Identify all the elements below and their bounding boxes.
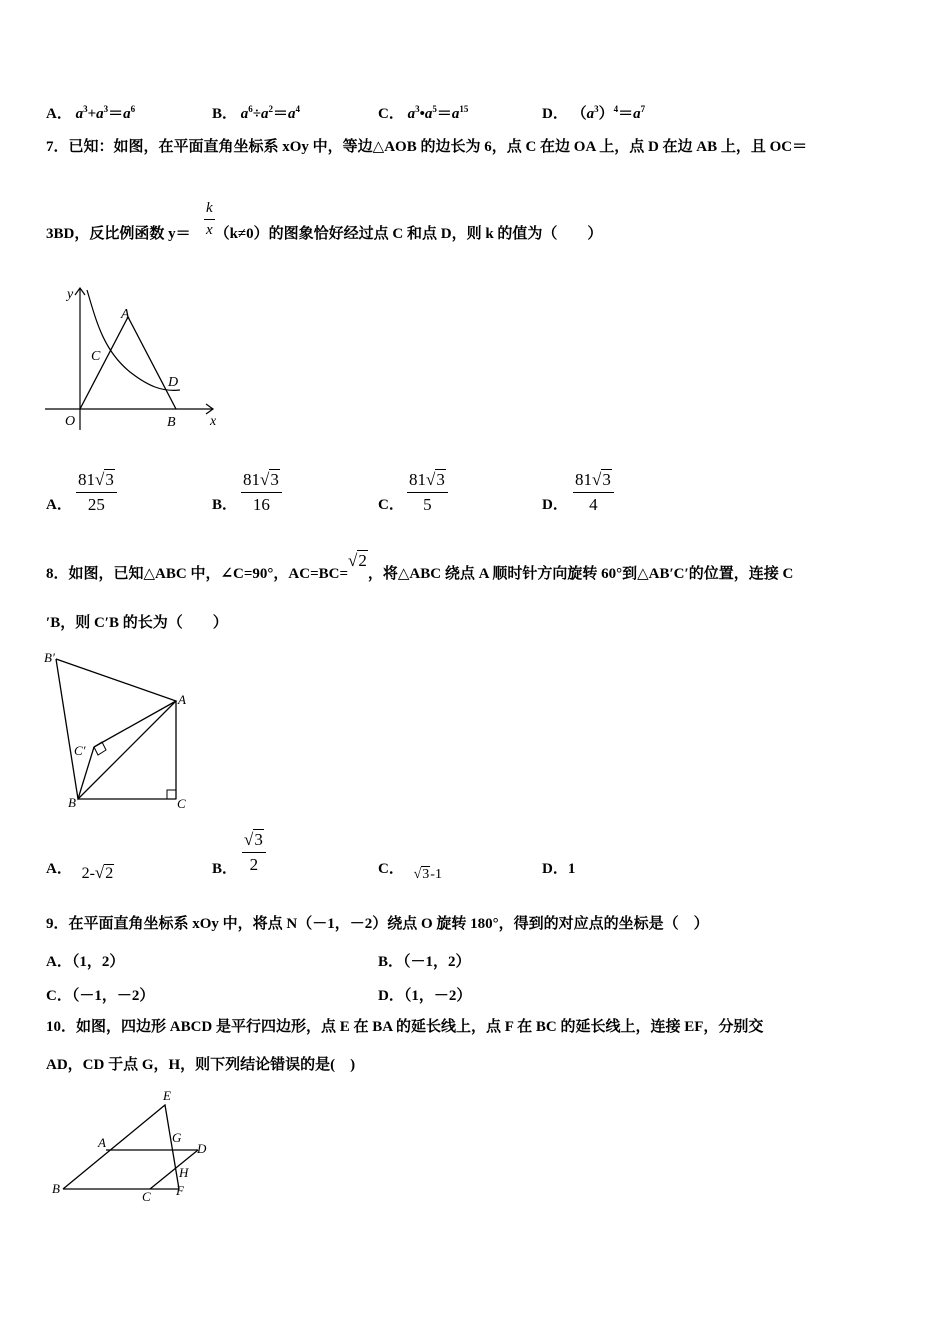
label-y: y (67, 287, 74, 302)
label-C: C (177, 796, 186, 811)
q7-option-a: A． (46, 497, 72, 513)
label-E: E (163, 1088, 171, 1103)
q6-option-c: C． $a^3•a^5=a^{15}$ (378, 104, 469, 122)
q9-stem: 9．在平面直角坐标系 xOy 中，将点 N（－1，－2）绕点 O 旋转 180°，得到的对应点的坐标是（ ） (46, 916, 709, 932)
q10-figure (45, 1085, 220, 1210)
label-x: x (210, 414, 217, 429)
label-D: D (168, 375, 179, 390)
label-B: B (167, 415, 176, 430)
q7-option-b-value: 81√3 16 (241, 470, 282, 515)
q9-option-a: A．（1，2） (46, 954, 125, 970)
q8-stem-line2: ′B，则 C′B 的长为（ ） (46, 615, 228, 631)
q8-stem-line1: 8．如图，已知△ABC 中，∠C=90°，AC=BC=√2，将△ABC 绕点 A 顺时针方向旋转 60°到△AB′C′的位置，连接 C (46, 551, 794, 582)
label-B-prime: B′ (44, 650, 55, 665)
q7-option-d: D． (542, 497, 568, 513)
q7-stem-line2: 3BD，反比例函数 y＝ （k≠0）的图象恰好经过点 C 和点 D，则 k 的值为（ ） (46, 226, 603, 242)
label-D: D (197, 1141, 207, 1156)
q9-option-c: C．（－1，－2） (46, 988, 155, 1004)
label-B: B (68, 795, 76, 810)
q6-option-b: B． $a^6\div a^2=a^4$ (212, 104, 301, 122)
q9-option-d: D．（1，－2） (378, 988, 472, 1004)
label-A: A (98, 1135, 106, 1150)
q8-option-b-value: √3 2 (242, 830, 266, 875)
q6-option-d: D． $(a^3)^4=a^7$ (542, 104, 646, 122)
q6-option-a: A． $a^3+a^3=a^6$ (46, 104, 136, 122)
label-G: G (172, 1130, 182, 1145)
q7-option-d-value: 81√3 4 (573, 470, 614, 515)
label-C-prime: C′ (74, 743, 86, 758)
q9-option-b: B．（－1，2） (378, 954, 471, 970)
label-C: C (142, 1189, 151, 1204)
q7-option-c: C． (378, 497, 404, 513)
label-C: C (91, 349, 101, 364)
q7-option-a-value: 81√3 25 (76, 470, 117, 515)
q8-option-a: A． 2-√2 (46, 861, 114, 882)
q7-stem-line1: 7．已知：如图，在平面直角坐标系 xOy 中，等边△AOB 的边长为 6，点 C 在边 OA 上，点 D 在边 AB 上，且 OC＝ (46, 139, 808, 155)
label-A: A (178, 692, 186, 707)
q8-figure (40, 645, 200, 815)
label-B: B (52, 1181, 60, 1196)
label-O: O (65, 414, 76, 429)
q7-option-b: B． (212, 497, 238, 513)
label-A: A (121, 307, 130, 322)
q8-option-c: C． √3-1 (378, 861, 442, 882)
label-H: H (179, 1165, 189, 1180)
q8-option-b: B． (212, 861, 238, 877)
q10-stem-line2: AD，CD 于点 G，H，则下列结论错误的是( ) (46, 1057, 356, 1073)
q8-option-d: D．1 (542, 861, 576, 877)
q7-figure (40, 280, 230, 430)
label-F: F (176, 1183, 184, 1198)
q7-function-fraction: k x (206, 200, 213, 238)
q7-option-c-value: 81√3 5 (407, 470, 448, 515)
q10-stem-line1: 10．如图，四边形 ABCD 是平行四边形，点 E 在 BA 的延长线上，点 F 在 BC 的延长线上，连接 EF，分别交 (46, 1019, 764, 1035)
